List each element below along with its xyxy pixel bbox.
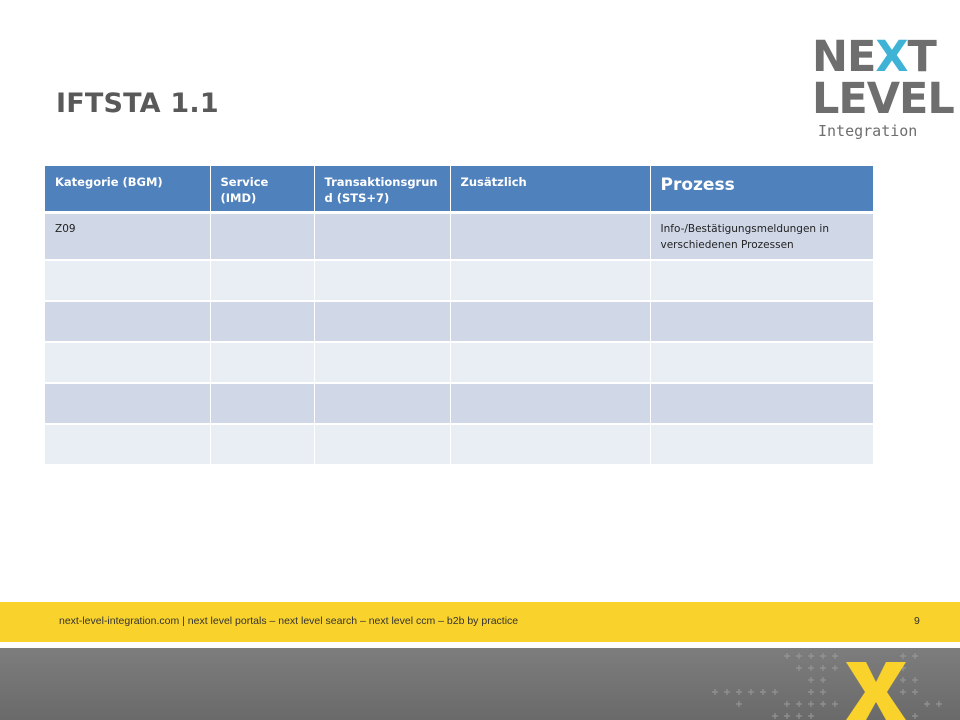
table-cell: [450, 213, 650, 261]
table-cell: [314, 342, 450, 383]
footer-text: next-level-integration.com | next level portals – next level search – next level ccm – b2b by practice: [59, 615, 519, 627]
table-row: [45, 383, 873, 424]
logo-line-integration: Integration: [818, 122, 918, 140]
table-cell: [650, 342, 873, 383]
table-cell: [210, 260, 314, 301]
table-cell: [450, 301, 650, 342]
plus-pattern-and-x-icon: [0, 648, 960, 720]
table-cell: [210, 213, 314, 261]
table-cell: [650, 383, 873, 424]
table-cell: [210, 342, 314, 383]
mapping-table: [45, 166, 873, 464]
header-service: Service (IMD): [210, 166, 314, 213]
table-cell: [450, 342, 650, 383]
table-cell: [210, 383, 314, 424]
table-cell: [314, 213, 450, 261]
table-cell: [45, 383, 210, 424]
header-kategorie: Kategorie (BGM): [45, 166, 210, 213]
table-cell: [45, 342, 210, 383]
table-cell: [314, 383, 450, 424]
table-cell: [210, 301, 314, 342]
table-cell: [650, 424, 873, 464]
footer-band: [0, 602, 960, 642]
table-row: [45, 342, 873, 383]
table-cell: [650, 301, 873, 342]
table-cell: [314, 301, 450, 342]
table-row: [45, 213, 873, 261]
header-prozess: Prozess: [650, 166, 873, 213]
table-row: [45, 260, 873, 301]
table-cell: [650, 260, 873, 301]
logo-line-level: LEVEL: [812, 74, 954, 124]
header-transaktionsgrund: Transaktionsgrun d (STS+7): [314, 166, 450, 213]
table-cell: [210, 424, 314, 464]
yellow-x-icon: [846, 662, 906, 720]
table-cell: [450, 424, 650, 464]
header-zusaetzlich: Zusätzlich: [450, 166, 650, 213]
next-level-integration-logo: [812, 32, 954, 140]
table-cell: [450, 383, 650, 424]
table-cell: [45, 260, 210, 301]
table-header-row: [45, 166, 873, 213]
table-row: [45, 424, 873, 464]
table-cell: [45, 424, 210, 464]
table-row: [45, 301, 873, 342]
logo-line-next: NEXT: [812, 32, 936, 82]
table-cell: [450, 260, 650, 301]
slide-title: IFTSTA 1.1: [56, 88, 219, 119]
table-cell: [314, 260, 450, 301]
logo-x-accent: X: [875, 32, 908, 82]
bottom-decoration-band: [0, 648, 960, 720]
table-cell: Z09: [45, 213, 210, 261]
page-number: 9: [914, 615, 920, 627]
table-cell: [45, 301, 210, 342]
table-cell: [314, 424, 450, 464]
table-cell: Info-/Bestätigungsmeldungen in verschiedenen Prozessen: [650, 213, 873, 261]
